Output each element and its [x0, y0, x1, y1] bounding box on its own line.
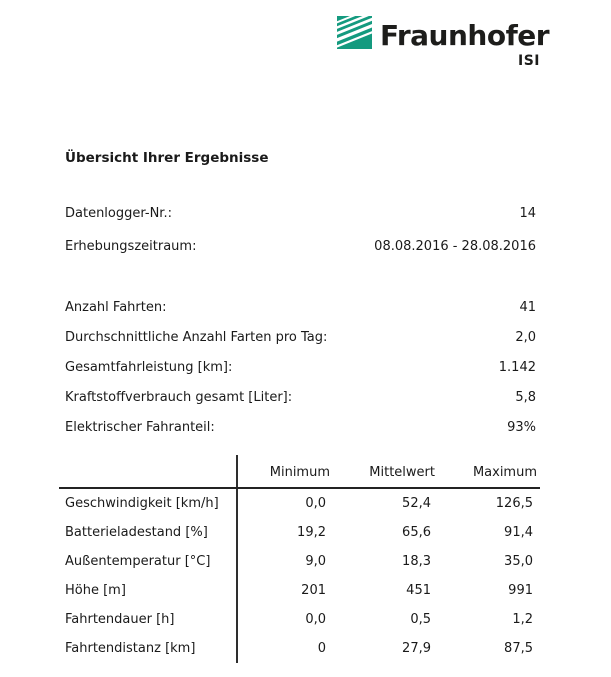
stats-minimum-value: 201: [301, 583, 326, 598]
stats-maximum-value: 991: [508, 583, 533, 598]
summary-section: [59, 292, 540, 442]
fraunhofer-logo: [337, 16, 550, 72]
table-row: [59, 518, 540, 547]
stats-header-minimum: Minimum: [269, 465, 330, 480]
table-row: [59, 576, 540, 605]
stats-maximum-value: 1,2: [512, 612, 533, 627]
meta-label: Datenlogger-Nr.:: [65, 206, 172, 221]
summary-label: Elektrischer Fahranteil:: [65, 419, 215, 435]
summary-row: [59, 382, 540, 412]
stats-minimum-value: 19,2: [297, 525, 326, 540]
stats-maximum-value: 87,5: [504, 641, 533, 656]
meta-value: 14: [519, 206, 536, 221]
stats-row-label: Fahrtendistanz [km]: [65, 641, 196, 656]
stats-table-body: [59, 489, 540, 663]
stats-maximum-value: 91,4: [504, 525, 533, 540]
stats-mittelwert-value: 18,3: [402, 554, 431, 569]
stats-maximum-value: 126,5: [495, 496, 533, 511]
summary-row: [59, 412, 540, 442]
summary-value: 1.142: [498, 359, 536, 375]
stats-minimum-value: 0: [317, 641, 326, 656]
stats-mittelwert-value: 27,9: [402, 641, 431, 656]
stats-mittelwert-value: 65,6: [402, 525, 431, 540]
fraunhofer-logo-icon: [337, 16, 372, 49]
meta-row: [59, 197, 540, 230]
brand-name: Fraunhofer: [380, 19, 550, 52]
summary-value: 41: [519, 299, 536, 315]
stats-row-label: Geschwindigkeit [km/h]: [65, 496, 219, 511]
stats-minimum-value: 0,0: [305, 612, 326, 627]
table-row: [59, 489, 540, 518]
summary-value: 5,8: [515, 389, 536, 405]
summary-value: 2,0: [515, 329, 536, 345]
table-row: [59, 547, 540, 576]
summary-label: Durchschnittliche Anzahl Farten pro Tag:: [65, 329, 328, 345]
summary-row: [59, 352, 540, 382]
stats-table-header: [59, 455, 540, 487]
summary-label: Anzahl Fahrten:: [65, 299, 167, 315]
stats-header-mittelwert: Mittelwert: [369, 465, 435, 480]
summary-value: 93%: [507, 419, 536, 435]
table-row: [59, 605, 540, 634]
page-title: Übersicht Ihrer Ergebnisse: [65, 150, 269, 166]
stats-row-label: Außentemperatur [°C]: [65, 554, 211, 569]
stats-row-label: Batterieladestand [%]: [65, 525, 208, 540]
stats-minimum-value: 9,0: [305, 554, 326, 569]
stats-maximum-value: 35,0: [504, 554, 533, 569]
stats-row-label: Fahrtendauer [h]: [65, 612, 175, 627]
stats-header-maximum: Maximum: [472, 465, 537, 480]
summary-label: Kraftstoffverbrauch gesamt [Liter]:: [65, 389, 293, 405]
summary-row: [59, 322, 540, 352]
meta-label: Erhebungszeitraum:: [65, 239, 197, 254]
stats-minimum-value: 0,0: [305, 496, 326, 511]
stats-table: [59, 455, 540, 663]
meta-value: 08.08.2016 - 28.08.2016: [374, 239, 536, 254]
summary-row: [59, 292, 540, 322]
meta-section: [59, 197, 540, 263]
meta-row: [59, 230, 540, 263]
stats-mittelwert-value: 0,5: [410, 612, 431, 627]
table-row: [59, 634, 540, 663]
institute-name: ISI: [517, 53, 540, 69]
stats-mittelwert-value: 451: [406, 583, 431, 598]
summary-label: Gesamtfahrleistung [km]:: [65, 359, 233, 375]
stats-row-label: Höhe [m]: [65, 583, 126, 598]
stats-mittelwert-value: 52,4: [402, 496, 431, 511]
